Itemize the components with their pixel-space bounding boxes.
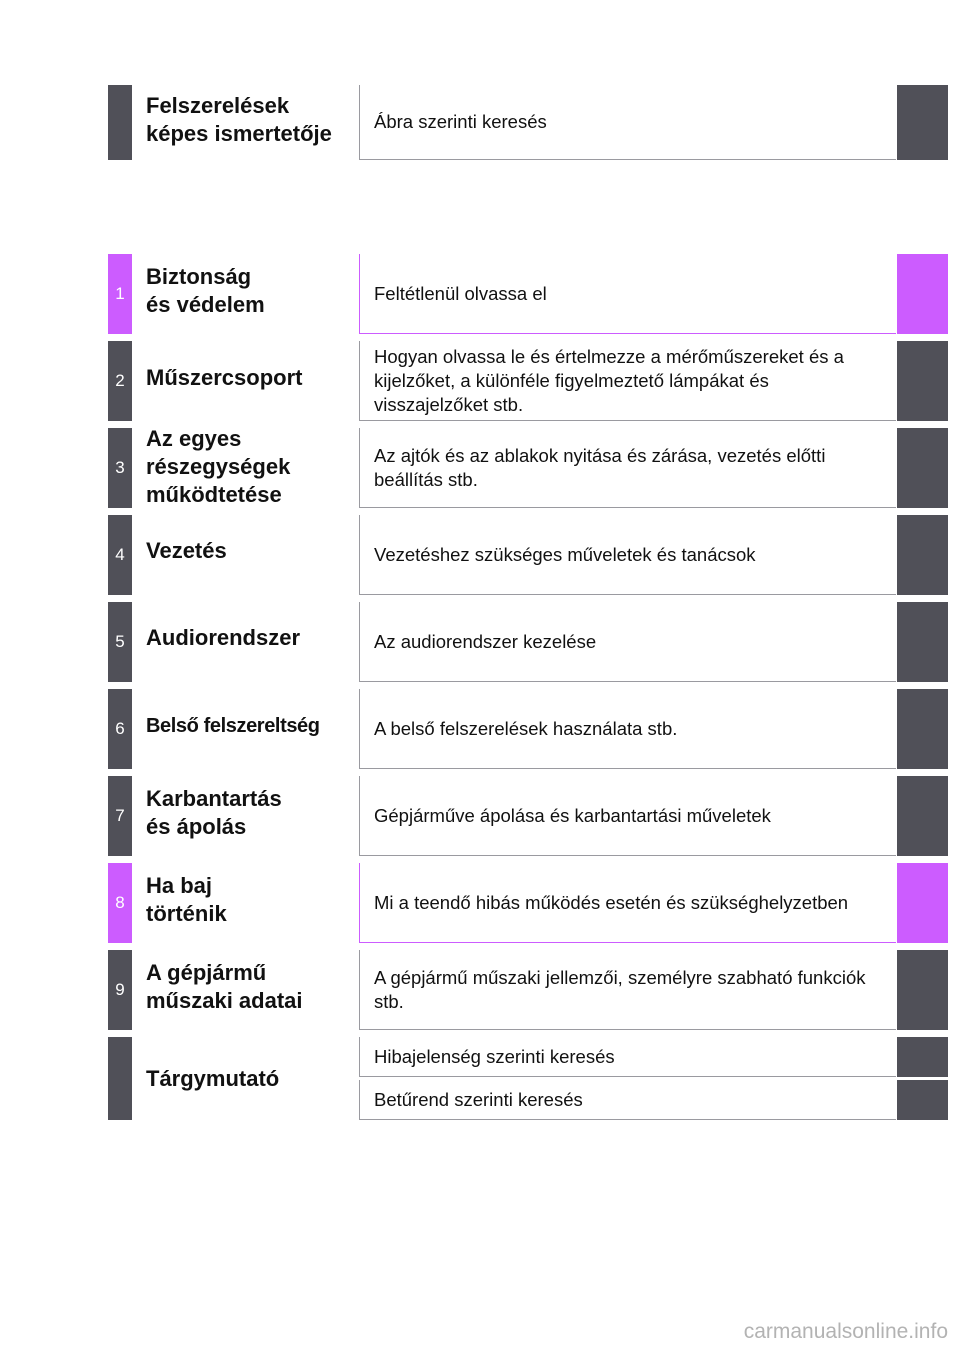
chapter-8[interactable]	[108, 863, 948, 943]
chapter-1-number: 1	[108, 254, 132, 334]
chapter-6-title: Belső felszereltség	[146, 715, 320, 737]
chapter-6-right-tab	[897, 689, 948, 769]
header-section[interactable]	[108, 85, 948, 160]
index-item-2[interactable]	[359, 1080, 948, 1120]
chapter-3[interactable]	[108, 428, 948, 508]
chapter-5-number: 5	[108, 602, 132, 682]
chapter-1[interactable]	[108, 254, 948, 334]
chapter-8-number: 8	[108, 863, 132, 943]
chapter-8-title: Ha baj történik	[146, 873, 227, 926]
chapter-8-right-tab	[897, 863, 948, 943]
chapter-9-description[interactable]: A gépjármű műszaki jellemzői, személyre szabható funkciók stb.	[359, 950, 896, 1030]
chapter-9-right-tab	[897, 950, 948, 1030]
chapter-4-description[interactable]: Vezetéshez szükséges műveletek és tanácsok	[359, 515, 896, 595]
watermark: carmanualsonline.info	[743, 1320, 948, 1343]
chapter-1-right-tab	[897, 254, 948, 334]
index-title: Tárgymutató	[146, 1065, 280, 1091]
index-item-2-label[interactable]: Betűrend szerinti keresés	[359, 1080, 896, 1120]
chapter-5-right-tab	[897, 602, 948, 682]
chapter-9[interactable]	[108, 950, 948, 1030]
header-right-tab	[897, 85, 948, 160]
chapter-1-title: Biztonság és védelem	[146, 264, 265, 317]
chapter-2-title: Műszercsoport	[146, 365, 303, 390]
chapter-8-description[interactable]: Mi a teendő hibás működés esetén és szükséghelyzetben	[359, 863, 896, 943]
chapter-2-right-tab	[897, 341, 948, 421]
chapter-6-description[interactable]: A belső felszerelések használata stb.	[359, 689, 896, 769]
chapter-4-number: 4	[108, 515, 132, 595]
chapter-3-title: Az egyes részegységek működtetése	[146, 426, 291, 507]
index-section	[108, 1037, 948, 1120]
chapter-6-number: 6	[108, 689, 132, 769]
chapter-4-right-tab	[897, 515, 948, 595]
index-tab	[108, 1037, 132, 1120]
index-item-1[interactable]	[359, 1037, 948, 1077]
chapter-6[interactable]	[108, 689, 948, 769]
chapter-3-right-tab	[897, 428, 948, 508]
chapter-7-title: Karbantartás és ápolás	[146, 786, 282, 839]
chapter-4-title: Vezetés	[146, 538, 227, 563]
index-item-2-right-tab	[897, 1080, 948, 1120]
chapter-5-description[interactable]: Az audiorendszer kezelése	[359, 602, 896, 682]
chapter-7-number: 7	[108, 776, 132, 856]
chapter-1-description[interactable]: Feltétlenül olvassa el	[359, 254, 896, 334]
chapter-2-description[interactable]: Hogyan olvassa le és értelmezze a mérőműszereket és a kijelzőket, a különféle figyelmeztető lámpákat és visszajelzőket stb.	[359, 341, 896, 421]
chapter-3-number: 3	[108, 428, 132, 508]
header-description[interactable]: Ábra szerinti keresés	[359, 85, 896, 160]
index-item-1-right-tab	[897, 1037, 948, 1077]
chapter-9-number: 9	[108, 950, 132, 1030]
chapter-2[interactable]	[108, 341, 948, 421]
index-item-1-label[interactable]: Hibajelenség szerinti keresés	[359, 1037, 896, 1077]
chapter-7[interactable]	[108, 776, 948, 856]
chapter-5-title: Audiorendszer	[146, 625, 301, 650]
chapter-2-number: 2	[108, 341, 132, 421]
chapter-7-description[interactable]: Gépjárműve ápolása és karbantartási műveletek	[359, 776, 896, 856]
chapter-4[interactable]	[108, 515, 948, 595]
header-title: Felszerelések képes ismertetője	[146, 92, 332, 146]
chapter-5[interactable]	[108, 602, 948, 682]
chapter-3-description[interactable]: Az ajtók és az ablakok nyitása és zárása, vezetés előtti beállítás stb.	[359, 428, 896, 508]
chapter-7-right-tab	[897, 776, 948, 856]
chapter-9-title: A gépjármű műszaki adatai	[146, 960, 303, 1013]
header-tab	[108, 85, 132, 160]
